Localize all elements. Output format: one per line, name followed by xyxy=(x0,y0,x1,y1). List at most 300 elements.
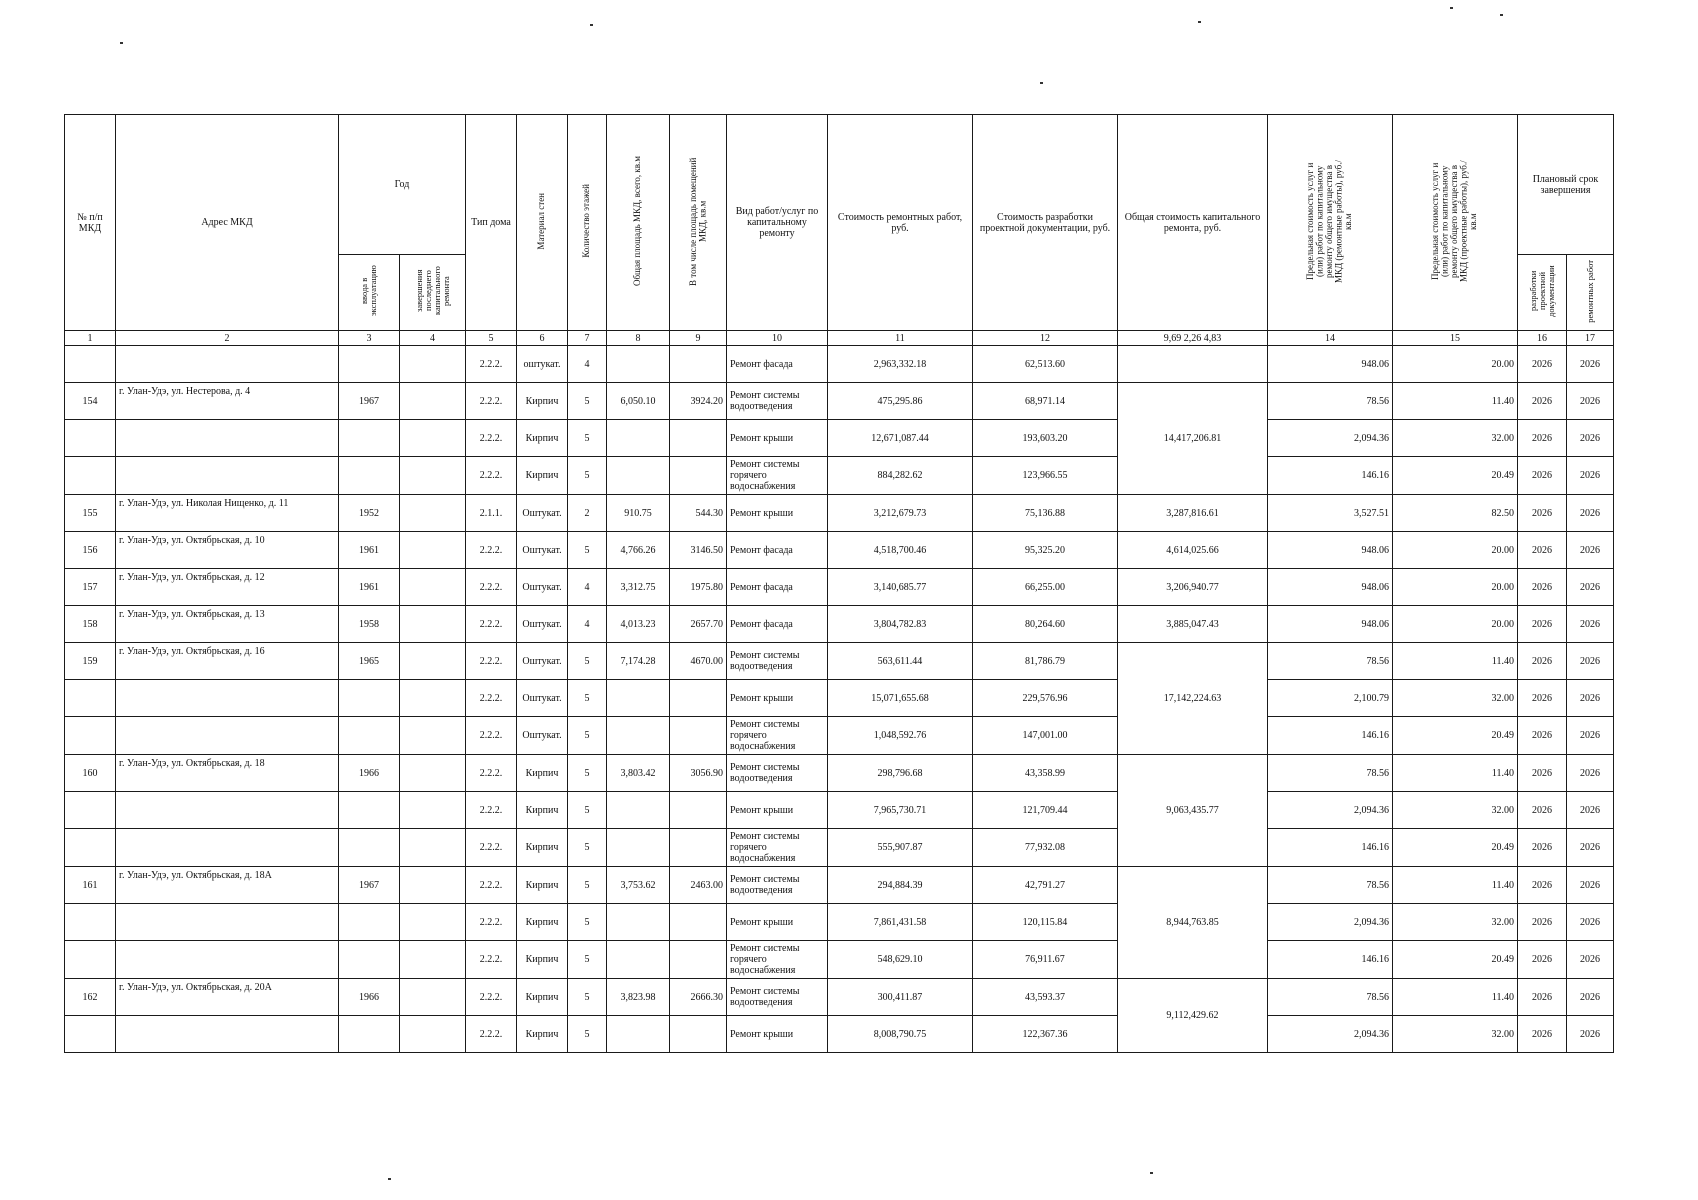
house-type: 2.2.2. xyxy=(466,829,517,867)
deadline-repair: 2026 xyxy=(1567,755,1614,792)
area-premises: 2666.30 xyxy=(670,979,727,1016)
cost-design: 121,709.44 xyxy=(973,792,1118,829)
cost-total: 8,944,763.85 xyxy=(1118,867,1268,979)
column-number: 4 xyxy=(400,331,466,346)
wall-material: Оштукат. xyxy=(517,532,568,569)
mkd-number: 160 xyxy=(65,755,116,792)
cost-design: 68,971.14 xyxy=(973,383,1118,420)
deadline-repair: 2026 xyxy=(1567,1016,1614,1053)
limit-design: 11.40 xyxy=(1393,867,1518,904)
mkd-address: г. Улан-Удэ, ул. Николая Нищенко, д. 11 xyxy=(116,495,339,532)
house-type: 2.2.2. xyxy=(466,383,517,420)
column-number: 1 xyxy=(65,331,116,346)
column-number: 3 xyxy=(339,331,400,346)
wall-material: Кирпич xyxy=(517,829,568,867)
cost-repair: 2,963,332.18 xyxy=(828,346,973,383)
column-number: 9,69 2,26 4,83 xyxy=(1118,331,1268,346)
cost-repair: 1,048,592.76 xyxy=(828,717,973,755)
header-area-total: Общая площадь МКД, всего, кв.м xyxy=(607,115,670,331)
mkd-number xyxy=(65,904,116,941)
deadline-repair: 2026 xyxy=(1567,829,1614,867)
mkd-number xyxy=(65,941,116,979)
deadline-design: 2026 xyxy=(1518,979,1567,1016)
limit-design: 32.00 xyxy=(1393,904,1518,941)
column-number: 2 xyxy=(116,331,339,346)
header-floors: Количество этажей xyxy=(568,115,607,331)
scan-speck xyxy=(1198,21,1201,23)
header-limit-repair: Предельная стоимость услуг и (или) работ по капитальному ремонту общего имущества в МКД (ремонтные работы), руб./кв.м xyxy=(1268,115,1393,331)
floor-count: 5 xyxy=(568,867,607,904)
cost-total: 14,417,206.81 xyxy=(1118,383,1268,495)
limit-design: 11.40 xyxy=(1393,979,1518,1016)
year-last-repair xyxy=(400,792,466,829)
limit-repair: 948.06 xyxy=(1268,569,1393,606)
table-header xyxy=(65,115,1614,346)
column-number: 16 xyxy=(1518,331,1567,346)
area-premises xyxy=(670,457,727,495)
wall-material: Оштукат. xyxy=(517,643,568,680)
mkd-number: 155 xyxy=(65,495,116,532)
floor-count: 5 xyxy=(568,717,607,755)
floor-count: 5 xyxy=(568,680,607,717)
mkd-address: г. Улан-Удэ, ул. Октябрьская, д. 20А xyxy=(116,979,339,1016)
area-premises: 544.30 xyxy=(670,495,727,532)
limit-design: 32.00 xyxy=(1393,420,1518,457)
house-type: 2.1.1. xyxy=(466,495,517,532)
deadline-design: 2026 xyxy=(1518,383,1567,420)
house-type: 2.2.2. xyxy=(466,606,517,643)
limit-repair: 78.56 xyxy=(1268,979,1393,1016)
year-last-repair xyxy=(400,532,466,569)
mkd-address xyxy=(116,420,339,457)
mkd-address xyxy=(116,680,339,717)
floor-count: 4 xyxy=(568,569,607,606)
limit-design: 20.00 xyxy=(1393,346,1518,383)
cost-design: 193,603.20 xyxy=(973,420,1118,457)
header-no: № п/п МКД xyxy=(65,115,116,331)
deadline-design: 2026 xyxy=(1518,495,1567,532)
floor-count: 5 xyxy=(568,457,607,495)
deadline-repair: 2026 xyxy=(1567,495,1614,532)
deadline-repair: 2026 xyxy=(1567,383,1614,420)
scan-speck xyxy=(590,24,593,26)
mkd-number: 162 xyxy=(65,979,116,1016)
limit-repair: 948.06 xyxy=(1268,532,1393,569)
house-type: 2.2.2. xyxy=(466,346,517,383)
header-area-premises: В том числе площадь помещений МКД, кв.м xyxy=(670,115,727,331)
cost-total: 9,112,429.62 xyxy=(1118,979,1268,1053)
work-type: Ремонт крыши xyxy=(727,904,828,941)
wall-material: Кирпич xyxy=(517,979,568,1016)
area-total: 4,013.23 xyxy=(607,606,670,643)
table-row xyxy=(65,717,1614,755)
table-row xyxy=(65,569,1614,606)
header-year: Год xyxy=(339,115,466,255)
floor-count: 4 xyxy=(568,606,607,643)
year-commission: 1966 xyxy=(339,979,400,1016)
area-premises: 3146.50 xyxy=(670,532,727,569)
area-premises xyxy=(670,829,727,867)
mkd-address: г. Улан-Удэ, ул. Октябрьская, д. 12 xyxy=(116,569,339,606)
column-number: 12 xyxy=(973,331,1118,346)
area-premises: 2657.70 xyxy=(670,606,727,643)
table-row xyxy=(65,532,1614,569)
mkd-address xyxy=(116,1016,339,1053)
cost-total: 4,614,025.66 xyxy=(1118,532,1268,569)
year-commission: 1967 xyxy=(339,867,400,904)
work-type: Ремонт крыши xyxy=(727,792,828,829)
mkd-number xyxy=(65,346,116,383)
cost-total: 17,142,224.63 xyxy=(1118,643,1268,755)
mkd-address xyxy=(116,829,339,867)
area-total xyxy=(607,829,670,867)
cost-design: 76,911.67 xyxy=(973,941,1118,979)
wall-material: Кирпич xyxy=(517,941,568,979)
cost-repair: 7,965,730.71 xyxy=(828,792,973,829)
floor-count: 4 xyxy=(568,346,607,383)
table-row xyxy=(65,792,1614,829)
cost-design: 43,593.37 xyxy=(973,979,1118,1016)
work-type: Ремонт системы горячего водоснабжения xyxy=(727,717,828,755)
limit-design: 32.00 xyxy=(1393,792,1518,829)
mkd-number: 161 xyxy=(65,867,116,904)
cost-design: 43,358.99 xyxy=(973,755,1118,792)
area-total xyxy=(607,792,670,829)
mkd-address: г. Улан-Удэ, ул. Октябрьская, д. 10 xyxy=(116,532,339,569)
year-last-repair xyxy=(400,420,466,457)
house-type: 2.2.2. xyxy=(466,569,517,606)
scan-speck xyxy=(1150,1172,1153,1174)
mkd-address: г. Улан-Удэ, ул. Октябрьская, д. 18А xyxy=(116,867,339,904)
limit-repair: 146.16 xyxy=(1268,717,1393,755)
limit-repair: 2,094.36 xyxy=(1268,420,1393,457)
year-commission xyxy=(339,457,400,495)
cost-repair: 475,295.86 xyxy=(828,383,973,420)
year-last-repair xyxy=(400,569,466,606)
work-type: Ремонт крыши xyxy=(727,1016,828,1053)
cost-repair: 7,861,431.58 xyxy=(828,904,973,941)
mkd-number xyxy=(65,420,116,457)
scan-speck xyxy=(120,42,123,44)
cost-repair: 15,071,655.68 xyxy=(828,680,973,717)
limit-design: 32.00 xyxy=(1393,1016,1518,1053)
deadline-design: 2026 xyxy=(1518,643,1567,680)
year-commission: 1952 xyxy=(339,495,400,532)
cost-repair: 884,282.62 xyxy=(828,457,973,495)
wall-material: Кирпич xyxy=(517,1016,568,1053)
header-deadline-repair: ремонтных работ xyxy=(1567,255,1614,331)
mkd-address xyxy=(116,717,339,755)
house-type: 2.2.2. xyxy=(466,532,517,569)
area-total: 3,823.98 xyxy=(607,979,670,1016)
year-last-repair xyxy=(400,457,466,495)
table-row xyxy=(65,383,1614,420)
cost-repair: 4,518,700.46 xyxy=(828,532,973,569)
cost-design: 229,576.96 xyxy=(973,680,1118,717)
year-commission xyxy=(339,1016,400,1053)
limit-design: 82.50 xyxy=(1393,495,1518,532)
column-number: 9 xyxy=(670,331,727,346)
limit-repair: 948.06 xyxy=(1268,606,1393,643)
year-commission: 1961 xyxy=(339,569,400,606)
year-last-repair xyxy=(400,383,466,420)
cost-design: 81,786.79 xyxy=(973,643,1118,680)
work-type: Ремонт фасада xyxy=(727,532,828,569)
mkd-number: 158 xyxy=(65,606,116,643)
house-type: 2.2.2. xyxy=(466,979,517,1016)
deadline-repair: 2026 xyxy=(1567,569,1614,606)
limit-repair: 78.56 xyxy=(1268,755,1393,792)
house-type: 2.2.2. xyxy=(466,755,517,792)
cost-repair: 300,411.87 xyxy=(828,979,973,1016)
cost-design: 62,513.60 xyxy=(973,346,1118,383)
column-number: 10 xyxy=(727,331,828,346)
deadline-design: 2026 xyxy=(1518,829,1567,867)
house-type: 2.2.2. xyxy=(466,420,517,457)
deadline-repair: 2026 xyxy=(1567,346,1614,383)
mkd-address xyxy=(116,792,339,829)
limit-repair: 2,094.36 xyxy=(1268,904,1393,941)
deadline-design: 2026 xyxy=(1518,346,1567,383)
limit-design: 20.49 xyxy=(1393,941,1518,979)
mkd-address xyxy=(116,941,339,979)
header-type: Тип дома xyxy=(466,115,517,331)
mkd-address: г. Улан-Удэ, ул. Нестерова, д. 4 xyxy=(116,383,339,420)
year-commission: 1967 xyxy=(339,383,400,420)
deadline-design: 2026 xyxy=(1518,457,1567,495)
deadline-design: 2026 xyxy=(1518,569,1567,606)
year-commission xyxy=(339,717,400,755)
area-premises xyxy=(670,1016,727,1053)
limit-repair: 146.16 xyxy=(1268,829,1393,867)
mkd-number xyxy=(65,717,116,755)
house-type: 2.2.2. xyxy=(466,867,517,904)
work-type: Ремонт крыши xyxy=(727,495,828,532)
header-address: Адрес МКД xyxy=(116,115,339,331)
year-last-repair xyxy=(400,606,466,643)
floor-count: 5 xyxy=(568,643,607,680)
deadline-design: 2026 xyxy=(1518,606,1567,643)
wall-material: Оштукат. xyxy=(517,717,568,755)
mkd-address: г. Улан-Удэ, ул. Октябрьская, д. 13 xyxy=(116,606,339,643)
year-commission xyxy=(339,829,400,867)
table-row xyxy=(65,457,1614,495)
deadline-design: 2026 xyxy=(1518,867,1567,904)
floor-count: 5 xyxy=(568,792,607,829)
header-deadline: Плановый срок завершения xyxy=(1518,115,1614,255)
cost-design: 77,932.08 xyxy=(973,829,1118,867)
wall-material: Оштукат. xyxy=(517,606,568,643)
deadline-repair: 2026 xyxy=(1567,457,1614,495)
wall-material: Оштукат. xyxy=(517,495,568,532)
mkd-number: 159 xyxy=(65,643,116,680)
area-total xyxy=(607,904,670,941)
cost-repair: 8,008,790.75 xyxy=(828,1016,973,1053)
year-last-repair xyxy=(400,755,466,792)
cost-design: 75,136.88 xyxy=(973,495,1118,532)
floor-count: 5 xyxy=(568,532,607,569)
deadline-repair: 2026 xyxy=(1567,979,1614,1016)
cost-design: 122,367.36 xyxy=(973,1016,1118,1053)
floor-count: 5 xyxy=(568,755,607,792)
column-number: 14 xyxy=(1268,331,1393,346)
area-premises xyxy=(670,717,727,755)
wall-material: Кирпич xyxy=(517,457,568,495)
header-work: Вид работ/услуг по капитальному ремонту xyxy=(727,115,828,331)
mkd-number xyxy=(65,1016,116,1053)
table-row xyxy=(65,346,1614,383)
work-type: Ремонт системы водоотведения xyxy=(727,383,828,420)
wall-material: Кирпич xyxy=(517,867,568,904)
floor-count: 2 xyxy=(568,495,607,532)
mkd-address xyxy=(116,346,339,383)
wall-material: Кирпич xyxy=(517,792,568,829)
deadline-design: 2026 xyxy=(1518,680,1567,717)
year-commission: 1966 xyxy=(339,755,400,792)
house-type: 2.2.2. xyxy=(466,717,517,755)
table-row xyxy=(65,420,1614,457)
deadline-design: 2026 xyxy=(1518,717,1567,755)
cost-design: 95,325.20 xyxy=(973,532,1118,569)
wall-material: Оштукат. xyxy=(517,569,568,606)
table-row xyxy=(65,680,1614,717)
house-type: 2.2.2. xyxy=(466,1016,517,1053)
floor-count: 5 xyxy=(568,383,607,420)
house-type: 2.2.2. xyxy=(466,457,517,495)
work-type: Ремонт фасада xyxy=(727,346,828,383)
area-total: 7,174.28 xyxy=(607,643,670,680)
limit-repair: 2,094.36 xyxy=(1268,1016,1393,1053)
work-type: Ремонт системы горячего водоснабжения xyxy=(727,829,828,867)
header-cost-repair: Стоимость ремонтных работ, руб. xyxy=(828,115,973,331)
scan-speck xyxy=(1040,82,1043,84)
cost-design: 66,255.00 xyxy=(973,569,1118,606)
table-row xyxy=(65,755,1614,792)
year-commission xyxy=(339,346,400,383)
work-type: Ремонт системы горячего водоснабжения xyxy=(727,941,828,979)
work-type: Ремонт системы водоотведения xyxy=(727,755,828,792)
year-last-repair xyxy=(400,941,466,979)
table-row xyxy=(65,904,1614,941)
cost-design: 147,001.00 xyxy=(973,717,1118,755)
area-total xyxy=(607,346,670,383)
limit-design: 20.49 xyxy=(1393,829,1518,867)
year-last-repair xyxy=(400,979,466,1016)
header-cost-design: Стоимость разработки проектной документации, руб. xyxy=(973,115,1118,331)
cost-repair: 548,629.10 xyxy=(828,941,973,979)
wall-material: Кирпич xyxy=(517,383,568,420)
area-total xyxy=(607,680,670,717)
limit-repair: 948.06 xyxy=(1268,346,1393,383)
limit-design: 20.00 xyxy=(1393,606,1518,643)
year-commission: 1965 xyxy=(339,643,400,680)
table-row xyxy=(65,1016,1614,1053)
column-number: 8 xyxy=(607,331,670,346)
area-premises xyxy=(670,941,727,979)
limit-design: 32.00 xyxy=(1393,680,1518,717)
column-number: 11 xyxy=(828,331,973,346)
limit-repair: 146.16 xyxy=(1268,941,1393,979)
house-type: 2.2.2. xyxy=(466,792,517,829)
limit-repair: 78.56 xyxy=(1268,867,1393,904)
area-premises xyxy=(670,904,727,941)
column-number: 17 xyxy=(1567,331,1614,346)
column-number-row xyxy=(65,331,1614,346)
deadline-design: 2026 xyxy=(1518,941,1567,979)
deadline-repair: 2026 xyxy=(1567,904,1614,941)
year-commission xyxy=(339,904,400,941)
scan-speck xyxy=(388,1178,391,1180)
deadline-design: 2026 xyxy=(1518,420,1567,457)
house-type: 2.2.2. xyxy=(466,941,517,979)
header-wall: Материал стен xyxy=(517,115,568,331)
deadline-design: 2026 xyxy=(1518,532,1567,569)
capital-repair-table xyxy=(64,114,1614,1053)
scan-speck xyxy=(1500,14,1503,16)
table-row xyxy=(65,606,1614,643)
table-row xyxy=(65,643,1614,680)
deadline-repair: 2026 xyxy=(1567,680,1614,717)
floor-count: 5 xyxy=(568,979,607,1016)
mkd-number xyxy=(65,829,116,867)
table-row xyxy=(65,495,1614,532)
column-number: 6 xyxy=(517,331,568,346)
deadline-repair: 2026 xyxy=(1567,606,1614,643)
header-year-last-repair: завершения последнего капитального ремонта xyxy=(400,255,466,331)
column-number: 7 xyxy=(568,331,607,346)
year-commission xyxy=(339,941,400,979)
area-premises xyxy=(670,792,727,829)
area-premises: 4670.00 xyxy=(670,643,727,680)
cost-design: 123,966.55 xyxy=(973,457,1118,495)
table-row xyxy=(65,829,1614,867)
year-commission xyxy=(339,680,400,717)
area-total: 910.75 xyxy=(607,495,670,532)
cost-design: 120,115.84 xyxy=(973,904,1118,941)
deadline-design: 2026 xyxy=(1518,755,1567,792)
limit-repair: 78.56 xyxy=(1268,383,1393,420)
area-total xyxy=(607,1016,670,1053)
deadline-design: 2026 xyxy=(1518,792,1567,829)
floor-count: 5 xyxy=(568,904,607,941)
area-premises: 3056.90 xyxy=(670,755,727,792)
year-commission: 1958 xyxy=(339,606,400,643)
deadline-repair: 2026 xyxy=(1567,792,1614,829)
area-premises: 3924.20 xyxy=(670,383,727,420)
cost-repair: 12,671,087.44 xyxy=(828,420,973,457)
area-premises xyxy=(670,680,727,717)
mkd-number xyxy=(65,457,116,495)
work-type: Ремонт системы водоотведения xyxy=(727,867,828,904)
area-premises: 2463.00 xyxy=(670,867,727,904)
area-total: 3,312.75 xyxy=(607,569,670,606)
limit-design: 20.00 xyxy=(1393,532,1518,569)
work-type: Ремонт фасада xyxy=(727,606,828,643)
table-body xyxy=(65,346,1614,1053)
mkd-address xyxy=(116,457,339,495)
year-commission xyxy=(339,792,400,829)
header-year-commission: ввода в эксплуатацию xyxy=(339,255,400,331)
year-last-repair xyxy=(400,680,466,717)
cost-total xyxy=(1118,346,1268,383)
cost-total: 3,287,816.61 xyxy=(1118,495,1268,532)
limit-design: 11.40 xyxy=(1393,755,1518,792)
area-total xyxy=(607,420,670,457)
area-total: 3,803.42 xyxy=(607,755,670,792)
mkd-number xyxy=(65,792,116,829)
cost-repair: 294,884.39 xyxy=(828,867,973,904)
limit-repair: 146.16 xyxy=(1268,457,1393,495)
